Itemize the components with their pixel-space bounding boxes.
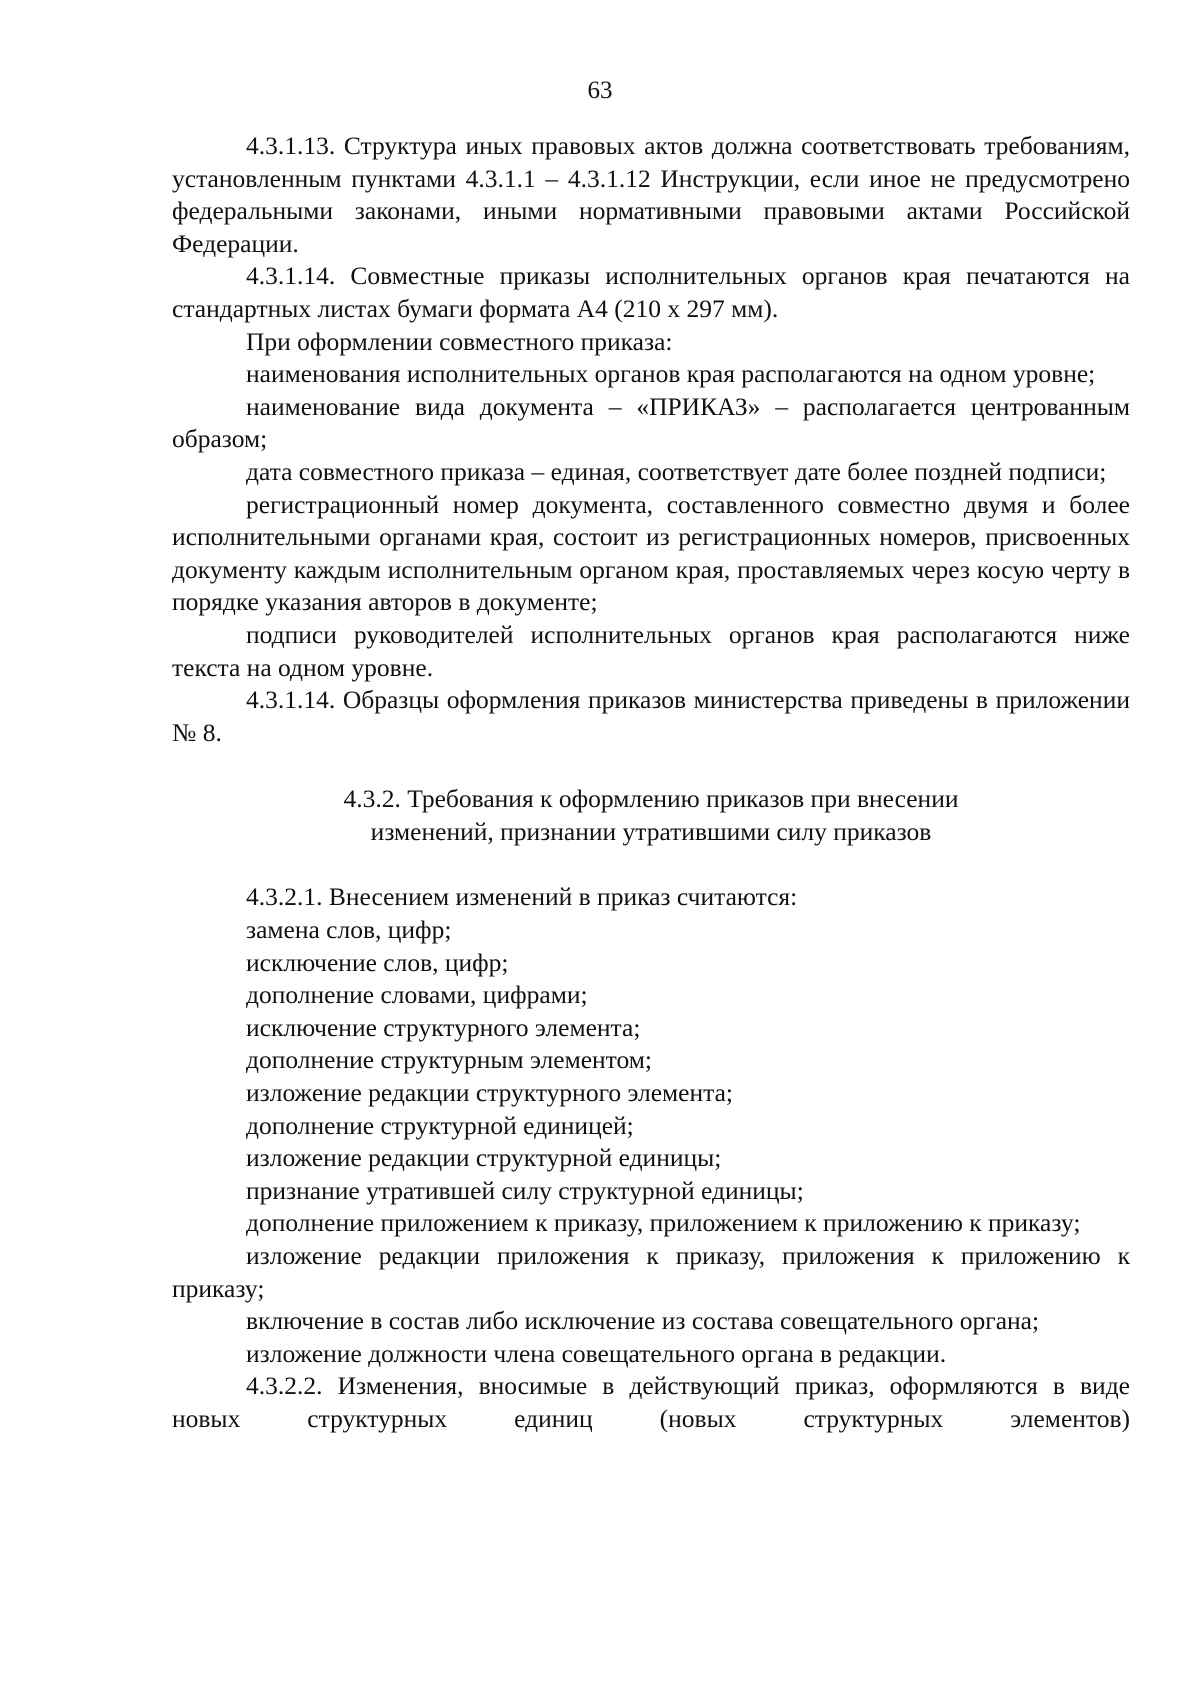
page-number: 63 [587, 77, 613, 104]
list-item: изложение должности члена совещательного органа в редакции. [246, 1338, 947, 1368]
section-heading-4-3-2 [172, 783, 1130, 848]
list-item: изложение редакции структурной единицы; [246, 1143, 722, 1173]
section-heading-line-2: изменений, признании утратившими силу приказов [370, 816, 932, 846]
paragraph-4-3-1-14-joint-orders: 4.3.1.14. Совместные приказы исполнительных органов края печатаются на стандартных листах бумаги формата А4 (210 х 297 мм). [172, 261, 1130, 323]
list-item: изложение редакции структурного элемента; [246, 1078, 734, 1108]
paragraph-4-3-1-13: 4.3.1.13. Структура иных правовых актов должна соответствовать требованиям, установленным пунктами 4.3.1.1 – 4.3.1.12 Инструкции, если иное не предусмотрено федеральными законами, иными нормативными правовыми актами Российской Федерации. [172, 131, 1130, 258]
list-item-registration-number: регистрационный номер документа, составленного совместно двумя и более исполнительными органами края, состоит из регистрационных номеров, присвоенных документу каждым исполнительным органом края, проставляемых через косую черту в порядке указания авторов в документе; [172, 489, 1130, 617]
list-item: включение в состав либо исключение из состава совещательного органа; [246, 1306, 1040, 1336]
paragraph-4-3-1-14-samples: 4.3.1.14. Образцы оформления приказов министерства приведены в приложении № 8. [172, 685, 1130, 747]
paragraph-4-3-2-1: 4.3.2.1. Внесением изменений в приказ считаются: [246, 882, 798, 912]
paragraph-4-3-2-2: 4.3.2.2. Изменения, вносимые в действующий приказ, оформляются в виде новых структурных единиц (новых структурных элементов) [172, 1371, 1130, 1433]
list-item-document-type: наименование вида документа – «ПРИКАЗ» – располагается центрованным образом; [172, 391, 1130, 454]
list-item: дополнение структурным элементом; [246, 1045, 652, 1075]
list-item: исключение структурного элемента; [246, 1012, 641, 1042]
paragraph-joint-order-intro: При оформлении совместного приказа: [246, 326, 673, 356]
list-item: исключение слов, цифр; [246, 947, 509, 977]
list-item-order-date: дата совместного приказа – единая, соответствует дате более поздней подписи; [246, 456, 1107, 486]
list-item: дополнение приложением к приказу, приложением к приложению к приказу; [246, 1208, 1081, 1238]
document-body [172, 130, 1130, 1436]
list-item-names-level: наименования исполнительных органов края располагаются на одном уровне; [246, 359, 1096, 389]
list-item: дополнение словами, цифрами; [246, 980, 588, 1010]
list-item: замена слов, цифр; [246, 915, 452, 945]
section-heading-line-1: 4.3.2. Требования к оформлению приказов при внесении [343, 784, 959, 814]
list-item: дополнение структурной единицей; [246, 1110, 634, 1140]
list-item: признание утратившей силу структурной единицы; [246, 1175, 804, 1205]
list-item-signatures: подписи руководителей исполнительных органов края располагаются ниже текста на одном уровне. [172, 619, 1130, 682]
list-item: изложение редакции приложения к приказу, приложения к приложению к приказу; [172, 1241, 1130, 1303]
